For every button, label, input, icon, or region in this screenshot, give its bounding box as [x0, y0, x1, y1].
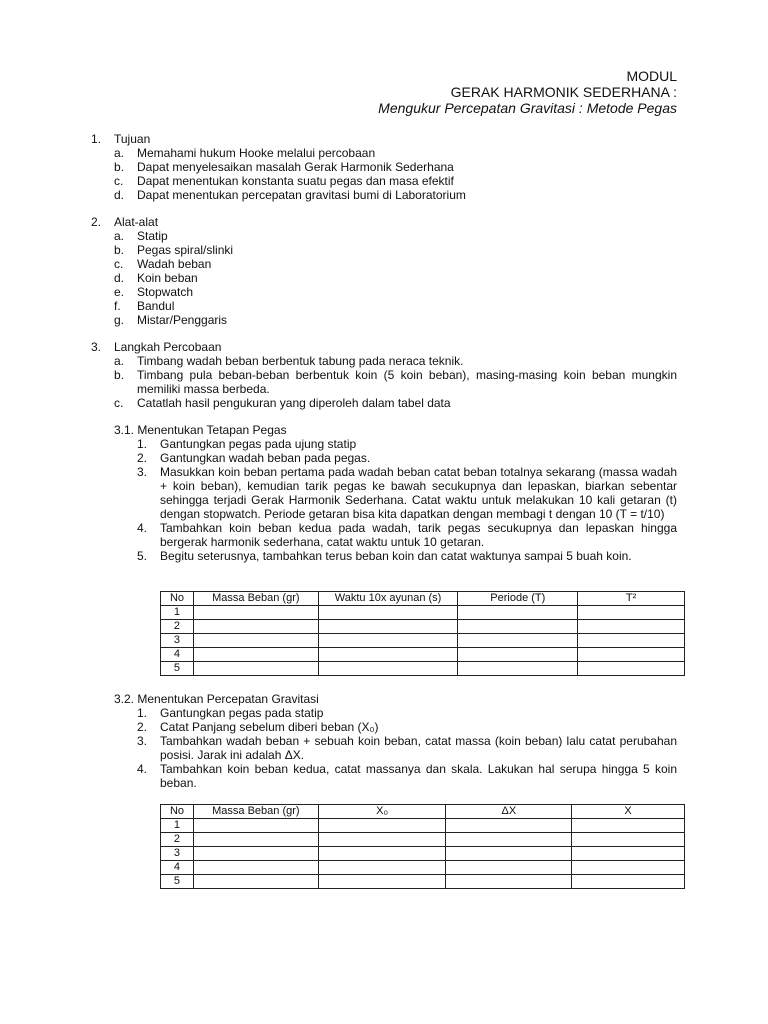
section-heading — [91, 215, 677, 229]
input-cell[interactable] — [458, 606, 578, 620]
input-cell[interactable] — [318, 634, 458, 648]
section-title: Alat-alat — [114, 215, 159, 229]
input-cell[interactable] — [318, 662, 458, 676]
table-header-row — [161, 805, 685, 819]
list-item — [114, 257, 677, 271]
step-list — [137, 437, 677, 563]
input-cell[interactable] — [193, 875, 318, 889]
input-cell[interactable] — [446, 861, 572, 875]
input-cell[interactable] — [193, 861, 318, 875]
table-row — [161, 648, 685, 662]
row-number: 3 — [161, 634, 194, 648]
column-header: Massa Beban (gr) — [193, 592, 318, 606]
list-item — [114, 299, 677, 313]
list-item — [114, 146, 677, 160]
table-row — [161, 634, 685, 648]
section-heading — [91, 132, 677, 146]
subsection-percepatan-gravitasi — [91, 692, 677, 790]
column-header: ΔX — [446, 805, 572, 819]
item-marker: 4. — [137, 521, 148, 535]
procedure-list — [114, 354, 677, 410]
item-text: Catat Panjang sebelum diberi beban (X₀) — [160, 720, 379, 734]
equipment-list — [114, 229, 677, 327]
input-cell[interactable] — [193, 606, 318, 620]
column-header: X₀ — [318, 805, 446, 819]
item-marker: 3. — [137, 465, 148, 479]
item-text: Bandul — [137, 299, 175, 313]
list-item — [137, 451, 677, 465]
column-header: No — [161, 592, 194, 606]
input-cell[interactable] — [193, 648, 318, 662]
column-header: X — [572, 805, 685, 819]
item-text: Tambahkan koin beban kedua, catat massanya dan skala. Lakukan hal serupa hingga 5 koin beban. — [160, 762, 677, 790]
item-marker: d. — [114, 271, 125, 285]
input-cell[interactable] — [578, 606, 685, 620]
list-item — [114, 174, 677, 188]
item-text: Tambahkan koin beban kedua pada wadah, tarik pegas secukupnya dan lepaskan hingga bergerak harmonik sederhana, catat waktu untuk 10 getaran. — [160, 521, 677, 549]
input-cell[interactable] — [318, 875, 446, 889]
item-marker: 2. — [137, 720, 148, 734]
input-cell[interactable] — [446, 847, 572, 861]
item-marker: a. — [114, 229, 125, 243]
table-row — [161, 620, 685, 634]
row-number: 4 — [161, 648, 194, 662]
item-marker: 4. — [137, 762, 148, 776]
list-item — [114, 354, 677, 368]
item-text: Gantungkan pegas pada statip — [160, 706, 324, 720]
item-marker: a. — [114, 146, 125, 160]
list-item — [114, 188, 677, 202]
item-marker: b. — [114, 160, 125, 174]
input-cell[interactable] — [458, 620, 578, 634]
section-alat — [91, 215, 677, 327]
item-text: Stopwatch — [137, 285, 194, 299]
input-cell[interactable] — [318, 606, 458, 620]
list-item — [137, 521, 677, 549]
item-text: Memahami hukum Hooke melalui percobaan — [137, 146, 376, 160]
list-item — [137, 720, 677, 734]
list-item — [114, 160, 677, 174]
objective-list — [114, 146, 677, 202]
input-cell[interactable] — [578, 662, 685, 676]
item-marker: c. — [114, 396, 124, 410]
item-marker: g. — [114, 313, 125, 327]
input-cell[interactable] — [318, 861, 446, 875]
row-number: 5 — [161, 875, 194, 889]
item-text: Koin beban — [137, 271, 198, 285]
item-marker: c. — [114, 174, 124, 188]
item-marker: 3. — [137, 734, 148, 748]
item-marker: e. — [114, 285, 125, 299]
item-marker: a. — [114, 354, 125, 368]
item-text: Wadah beban — [137, 257, 212, 271]
section-number: 3. — [91, 340, 102, 354]
input-cell[interactable] — [572, 875, 685, 889]
item-text: Masukkan koin beban pertama pada wadah beban catat beban totalnya sekarang (massa wadah + koin beban), kemudian tarik pegas ke bawah secukupnya dan lepaskan, biarkan sebentar sehingga terjadi Gerak Harmonik Sederhana. Catat waktu untuk melakukan 10 kali getaran (t) dengan stopwatch. Periode getaran bisa kita dapatkan dengan membagi t dengan 10 (T = t/10) — [160, 465, 677, 521]
table-row — [161, 833, 685, 847]
row-number: 4 — [161, 861, 194, 875]
item-text: Dapat menentukan konstanta suatu pegas dan masa efektif — [137, 174, 454, 188]
input-cell[interactable] — [446, 819, 572, 833]
row-number: 3 — [161, 847, 194, 861]
subsection-title: 3.1. Menentukan Tetapan Pegas — [114, 423, 287, 437]
input-cell[interactable] — [193, 662, 318, 676]
input-cell[interactable] — [572, 861, 685, 875]
table-row — [161, 819, 685, 833]
table-row — [161, 606, 685, 620]
list-item — [114, 243, 677, 257]
column-header: Massa Beban (gr) — [193, 805, 318, 819]
row-number: 1 — [161, 606, 194, 620]
input-cell[interactable] — [193, 847, 318, 861]
table-row — [161, 875, 685, 889]
input-cell[interactable] — [572, 833, 685, 847]
column-header: Periode (T) — [458, 592, 578, 606]
item-text: Begitu seterusnya, tambahkan terus beban koin dan catat waktunya sampai 5 buah koin. — [160, 549, 632, 563]
section-title: Langkah Percobaan — [114, 340, 222, 354]
item-text: Timbang pula beban-beban berbentuk koin (5 koin beban), masing-masing koin beban mungkin memiliki massa berbeda. — [137, 368, 677, 396]
input-cell[interactable] — [318, 819, 446, 833]
item-text: Mistar/Penggaris — [137, 313, 228, 327]
list-item — [137, 549, 677, 563]
item-text: Timbang wadah beban berbentuk tabung pada neraca teknik. — [137, 354, 464, 368]
item-marker: 1. — [137, 437, 148, 451]
input-cell[interactable] — [446, 875, 572, 889]
module-subtitle: Mengukur Percepatan Gravitasi : Metode Pegas — [378, 100, 677, 116]
item-text: Dapat menentukan percepatan gravitasi bumi di Laboratorium — [137, 188, 466, 202]
item-marker: d. — [114, 188, 125, 202]
subsection-tetapan-pegas — [91, 423, 677, 563]
item-marker: 2. — [137, 451, 148, 465]
step-list — [137, 706, 677, 790]
input-cell[interactable] — [193, 819, 318, 833]
input-cell[interactable] — [578, 648, 685, 662]
row-number: 1 — [161, 819, 194, 833]
module-label: MODUL — [626, 68, 677, 84]
item-marker: b. — [114, 368, 125, 382]
list-item — [137, 706, 677, 720]
input-cell[interactable] — [458, 634, 578, 648]
input-cell[interactable] — [193, 620, 318, 634]
list-item — [114, 396, 677, 410]
column-header: No — [161, 805, 194, 819]
list-item — [137, 762, 677, 790]
table-row — [161, 861, 685, 875]
item-marker: 5. — [137, 549, 148, 563]
list-item — [137, 734, 677, 762]
column-header: Waktu 10x ayunan (s) — [318, 592, 458, 606]
row-number: 5 — [161, 662, 194, 676]
list-item — [114, 229, 677, 243]
item-text: Gantungkan pegas pada ujung statip — [160, 437, 357, 451]
list-item — [114, 285, 677, 299]
item-text: Tambahkan wadah beban + sebuah koin beban, catat massa (koin beban) lalu catat perubahan posisi. Jarak ini adalah ΔX. — [160, 734, 677, 762]
table-row — [161, 662, 685, 676]
list-item — [114, 368, 677, 396]
input-cell[interactable] — [446, 833, 572, 847]
column-header: T² — [578, 592, 685, 606]
row-number: 2 — [161, 833, 194, 847]
item-text: Gantungkan wadah beban pada pegas. — [160, 451, 371, 465]
input-cell[interactable] — [458, 648, 578, 662]
data-table-percepatan-gravitasi — [160, 804, 685, 889]
section-langkah — [91, 340, 677, 410]
list-item — [114, 313, 677, 327]
section-number: 1. — [91, 132, 102, 146]
input-cell[interactable] — [193, 833, 318, 847]
input-cell[interactable] — [193, 634, 318, 648]
input-cell[interactable] — [572, 847, 685, 861]
item-marker: b. — [114, 243, 125, 257]
item-text: Dapat menyelesaikan masalah Gerak Harmonik Sederhana — [137, 160, 454, 174]
row-number: 2 — [161, 620, 194, 634]
list-item — [137, 437, 677, 451]
input-cell[interactable] — [578, 634, 685, 648]
input-cell[interactable] — [318, 620, 458, 634]
table-header-row — [161, 592, 685, 606]
input-cell[interactable] — [578, 620, 685, 634]
item-marker: c. — [114, 257, 124, 271]
document-header — [378, 68, 677, 116]
subsection-title: 3.2. Menentukan Percepatan Gravitasi — [114, 692, 319, 706]
input-cell[interactable] — [318, 833, 446, 847]
data-table-tetapan-pegas — [160, 591, 685, 676]
item-text: Catatlah hasil pengukuran yang diperoleh dalam tabel data — [137, 396, 451, 410]
item-text: Pegas spiral/slinki — [137, 243, 234, 257]
item-text: Statip — [137, 229, 168, 243]
input-cell[interactable] — [318, 847, 446, 861]
table-row — [161, 847, 685, 861]
item-marker: f. — [114, 299, 121, 313]
input-cell[interactable] — [458, 662, 578, 676]
list-item — [114, 271, 677, 285]
item-marker: 1. — [137, 706, 148, 720]
section-title: Tujuan — [114, 132, 151, 146]
section-number: 2. — [91, 215, 102, 229]
input-cell[interactable] — [318, 648, 458, 662]
list-item — [137, 465, 677, 521]
section-tujuan — [91, 132, 677, 202]
module-title: GERAK HARMONIK SEDERHANA : — [450, 84, 677, 100]
input-cell[interactable] — [572, 819, 685, 833]
section-heading — [91, 340, 677, 354]
